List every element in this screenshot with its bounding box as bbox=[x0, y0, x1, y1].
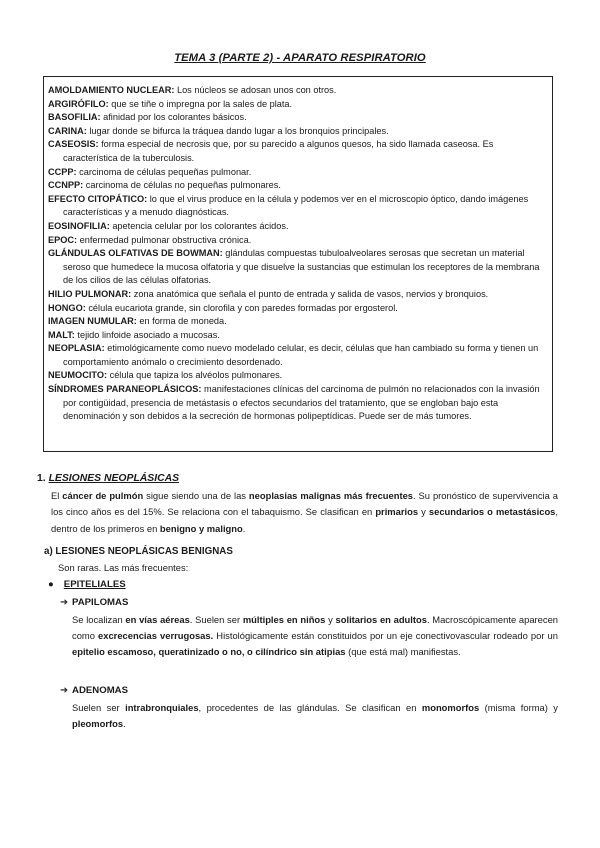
page-title: TEMA 3 (PARTE 2) - APARATO RESPIRATORIO bbox=[174, 52, 426, 64]
glossary-term: BASOFILIA: bbox=[48, 112, 101, 123]
glossary-definition: etimológicamente como nuevo modelado celular, es decir, células que han cambiado su forma y tienen un comportamiento anómalo o crecimiento desordenado. bbox=[63, 343, 539, 367]
papilomas-heading bbox=[60, 596, 128, 610]
text-run: . Suelen ser bbox=[189, 614, 243, 625]
glossary-definition: enfermedad pulmonar obstructiva crónica. bbox=[77, 234, 252, 245]
bullet-label: EPITELIALES bbox=[63, 579, 126, 590]
glossary-entry bbox=[48, 125, 546, 139]
glossary-term: MALT: bbox=[48, 329, 75, 340]
glossary-definition: lugar donde se bifurca la tráquea dando lugar a los bronquios principales. bbox=[86, 125, 389, 136]
glossary-term: HONGO: bbox=[48, 302, 86, 313]
glossary-definition: Los núcleos se adosan unos con otros. bbox=[174, 85, 337, 95]
glossary-entry bbox=[48, 138, 546, 165]
glossary-entry bbox=[48, 383, 546, 424]
glossary-definition: carcinoma de células pequeñas pulmonar. bbox=[76, 166, 252, 177]
adenomas-heading bbox=[60, 684, 128, 698]
glossary-entry bbox=[48, 220, 546, 234]
subsection-heading: a) LESIONES NEOPLÁSICAS BENIGNAS bbox=[44, 546, 233, 557]
bold-text: neoplasias malignas más frecuentes bbox=[248, 490, 414, 501]
text-run: . bbox=[242, 522, 246, 534]
adenomas-paragraph bbox=[72, 700, 558, 732]
bold-text: múltiples en niños bbox=[242, 614, 326, 625]
glossary-definition: lo que el virus produce en la célula y podemos ver en el microscopio óptico, dando imágenes características y a menudo diagnósticas. bbox=[63, 193, 529, 218]
glossary-term: IMAGEN NUMULAR: bbox=[48, 316, 137, 327]
text-run: . Macroscópicamente aparecen como bbox=[72, 614, 559, 642]
bold-text: benigno y maligno bbox=[159, 522, 243, 534]
glossary-term: CCNPP: bbox=[48, 180, 84, 191]
text-run: Suelen ser bbox=[72, 702, 126, 713]
glossary-entry bbox=[48, 84, 546, 98]
glossary-term: ARGIRÓFILO: bbox=[48, 98, 109, 109]
glossary-term: HILIO PULMONAR: bbox=[48, 288, 132, 299]
glossary-definition: manifestaciones clínicas del carcinoma de pulmón no relacionados con la invasión por contigüidad, presencia de metástasis o efectos secundarios del tratamiento, que se engloban bajo esta denominación y son debidos a la secreción de hormonas polipeptídicas. Puede ser de más tumores. bbox=[63, 384, 540, 422]
glossary-definition: tejido linfoide asociado a mucosas. bbox=[74, 329, 220, 340]
glossary-entry bbox=[48, 193, 546, 220]
bold-text: pleomorfos bbox=[72, 718, 124, 730]
adenomas-label: ADENOMAS bbox=[72, 685, 129, 696]
glossary-entry bbox=[48, 179, 546, 193]
glossary-term: NEUMOCITO: bbox=[48, 370, 108, 381]
text-run: Se localizan bbox=[72, 614, 126, 625]
glossary-term: SÍNDROMES PARANEOPLÁSICOS: bbox=[48, 384, 202, 395]
text-run: y bbox=[418, 506, 429, 518]
bold-text: secundarios o metastásicos bbox=[428, 506, 556, 518]
glossary-definition: célula eucariota grande, sin clorofila y con paredes formadas por ergosterol. bbox=[85, 302, 398, 313]
glossary-term: CARINA: bbox=[48, 125, 87, 136]
bold-text: excrecencias verrugosas. bbox=[98, 630, 214, 642]
bold-text: primarios bbox=[375, 506, 419, 518]
text-run: Histológicamente están constituidos por un eje conectivovascular rodeado por un bbox=[213, 630, 558, 642]
glossary-definition: glándulas compuestas tubuloalveolares serosas que secretan un material seroso que humedece la mucosa olfatoria y que disuelve la sustancias que estimulan los receptores de la membrana de los cilios de las células olfatorias. bbox=[63, 248, 540, 286]
text-run: (que está mal) manifiestas. bbox=[345, 646, 461, 658]
text-run: (misma forma) y bbox=[479, 702, 558, 713]
glossary-term: AMOLDAMIENTO NUCLEAR: bbox=[48, 85, 175, 95]
text-run: sigue siendo una de las bbox=[143, 490, 249, 501]
glossary-definition: que se tiñe o impregna por la sales de plata. bbox=[108, 98, 293, 109]
glossary-definition: carcinoma de células no pequeñas pulmonares. bbox=[83, 180, 281, 191]
glossary-box bbox=[43, 76, 553, 452]
bold-text: epitelio escamoso, queratinizado o no, o cilíndrico sin atipias bbox=[72, 646, 346, 658]
section-heading bbox=[37, 472, 179, 486]
glossary-definition: célula que tapiza los alvéolos pulmonares. bbox=[107, 370, 283, 381]
glossary-entry bbox=[48, 234, 546, 248]
glossary-definition: zona anatómica que señala el punto de entrada y salida de vasos, nervios y bronquios. bbox=[131, 288, 489, 299]
papilomas-label: PAPILOMAS bbox=[72, 597, 129, 608]
arrow-right-icon: ➔ bbox=[60, 597, 69, 608]
bold-text: solitarios en adultos bbox=[335, 614, 427, 625]
glossary-entry bbox=[48, 288, 546, 302]
glossary-term: CASEOSIS: bbox=[48, 139, 99, 150]
section-intro-paragraph bbox=[51, 488, 558, 537]
glossary-term: NEOPLASIA: bbox=[48, 343, 105, 354]
bold-text: monomorfos bbox=[421, 702, 480, 713]
glossary-entry bbox=[48, 302, 546, 316]
bold-text: en vías aéreas bbox=[125, 614, 190, 625]
arrow-right-icon: ➔ bbox=[60, 685, 69, 696]
glossary-entry bbox=[48, 111, 546, 125]
glossary-entry bbox=[48, 166, 546, 180]
bold-text: intrabronquiales bbox=[125, 702, 199, 713]
glossary-entry bbox=[48, 329, 546, 343]
section-number: 1. bbox=[37, 473, 46, 484]
glossary-term: EOSINOFILIA: bbox=[48, 220, 110, 231]
text-run: , procedentes de las glándulas. Se clasifican en bbox=[198, 702, 422, 713]
glossary-definition: forma especial de necrosis que, por su parecido a algunos quesos, ha sido llamada caseosa. Es característica de la tuberculosis. bbox=[63, 139, 494, 163]
subsection-note: Son raras. Las más frecuentes: bbox=[58, 562, 189, 573]
text-run: El bbox=[51, 490, 63, 501]
glossary-term: GLÁNDULAS OLFATIVAS DE BOWMAN: bbox=[48, 248, 223, 259]
bullet-epiteliales bbox=[48, 578, 126, 592]
bold-text: cáncer de pulmón bbox=[62, 490, 144, 501]
glossary-definition: en forma de moneda. bbox=[136, 316, 227, 327]
text-run: , dentro de los primeros en bbox=[51, 506, 558, 534]
text-run: y bbox=[325, 614, 336, 625]
text-run: . bbox=[123, 718, 126, 730]
bullet-dot-icon: ● bbox=[48, 579, 54, 590]
glossary-term: EFECTO CITOPÁTICO: bbox=[48, 193, 148, 204]
glossary-entry bbox=[48, 369, 546, 383]
glossary-definition: afinidad por los colorantes básicos. bbox=[100, 112, 247, 123]
papilomas-paragraph bbox=[72, 612, 558, 661]
glossary-definition: apetencia celular por los colorantes ácidos. bbox=[109, 220, 289, 231]
glossary-entry bbox=[48, 247, 546, 288]
text-run: . Su pronóstico de supervivencia a los cinco años es del 15%. Se relaciona con el tabaquismo. Se clasifican en bbox=[51, 490, 558, 518]
glossary-entry bbox=[48, 342, 546, 369]
glossary-term: CCPP: bbox=[48, 166, 77, 177]
glossary-entry bbox=[48, 315, 546, 329]
glossary-entry bbox=[48, 98, 546, 112]
glossary-term: EPOC: bbox=[48, 234, 78, 245]
section-title: LESIONES NEOPLÁSICAS bbox=[48, 473, 180, 484]
